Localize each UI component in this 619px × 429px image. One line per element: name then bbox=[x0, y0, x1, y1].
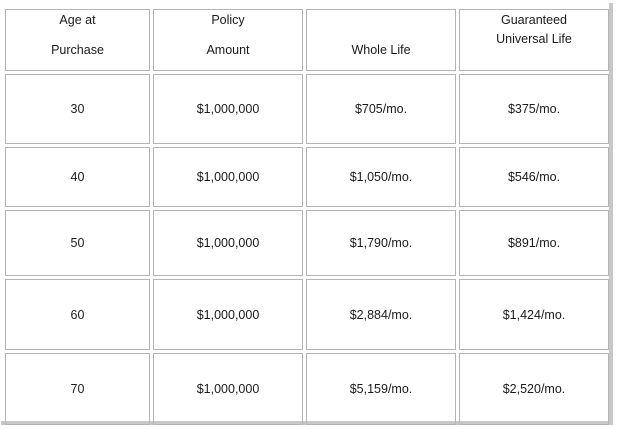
cell-whole-life: $1,790/mo. bbox=[306, 210, 456, 276]
table-row bbox=[5, 74, 609, 144]
table-header-row bbox=[5, 9, 609, 71]
cell-amount: $1,000,000 bbox=[153, 74, 303, 144]
header-age-line2: Purchase bbox=[51, 43, 104, 57]
header-whole-life bbox=[306, 9, 456, 71]
table-row bbox=[5, 279, 609, 350]
cell-universal-life: $375/mo. bbox=[459, 74, 609, 144]
cell-age: 70 bbox=[5, 353, 150, 425]
table-row bbox=[5, 210, 609, 276]
cell-universal-life: $1,424/mo. bbox=[459, 279, 609, 350]
cell-whole-life: $2,884/mo. bbox=[306, 279, 456, 350]
table-row bbox=[5, 353, 609, 425]
cell-whole-life: $5,159/mo. bbox=[306, 353, 456, 425]
cell-age: 50 bbox=[5, 210, 150, 276]
cell-age: 60 bbox=[5, 279, 150, 350]
cell-whole-life: $1,050/mo. bbox=[306, 147, 456, 207]
header-policy-line1: Policy bbox=[211, 13, 245, 27]
cell-amount: $1,000,000 bbox=[153, 147, 303, 207]
premium-comparison-table bbox=[2, 6, 612, 428]
header-guaranteed-universal-life bbox=[459, 9, 609, 71]
cell-universal-life: $546/mo. bbox=[459, 147, 609, 207]
header-age-at-purchase bbox=[5, 9, 150, 71]
header-age-line1: Age at bbox=[59, 13, 96, 27]
cell-amount: $1,000,000 bbox=[153, 210, 303, 276]
header-policy-amount bbox=[153, 9, 303, 71]
header-policy-line2: Amount bbox=[206, 43, 250, 57]
header-gul-line2: Universal Life bbox=[496, 32, 572, 46]
cell-universal-life: $2,520/mo. bbox=[459, 353, 609, 425]
table-row bbox=[5, 147, 609, 207]
cell-universal-life: $891/mo. bbox=[459, 210, 609, 276]
cell-whole-life: $705/mo. bbox=[306, 74, 456, 144]
cell-amount: $1,000,000 bbox=[153, 279, 303, 350]
header-gul-line1: Guaranteed bbox=[500, 13, 568, 27]
header-whole-life-label: Whole Life bbox=[351, 43, 411, 57]
cell-amount: $1,000,000 bbox=[153, 353, 303, 425]
cell-age: 30 bbox=[5, 74, 150, 144]
cell-age: 40 bbox=[5, 147, 150, 207]
